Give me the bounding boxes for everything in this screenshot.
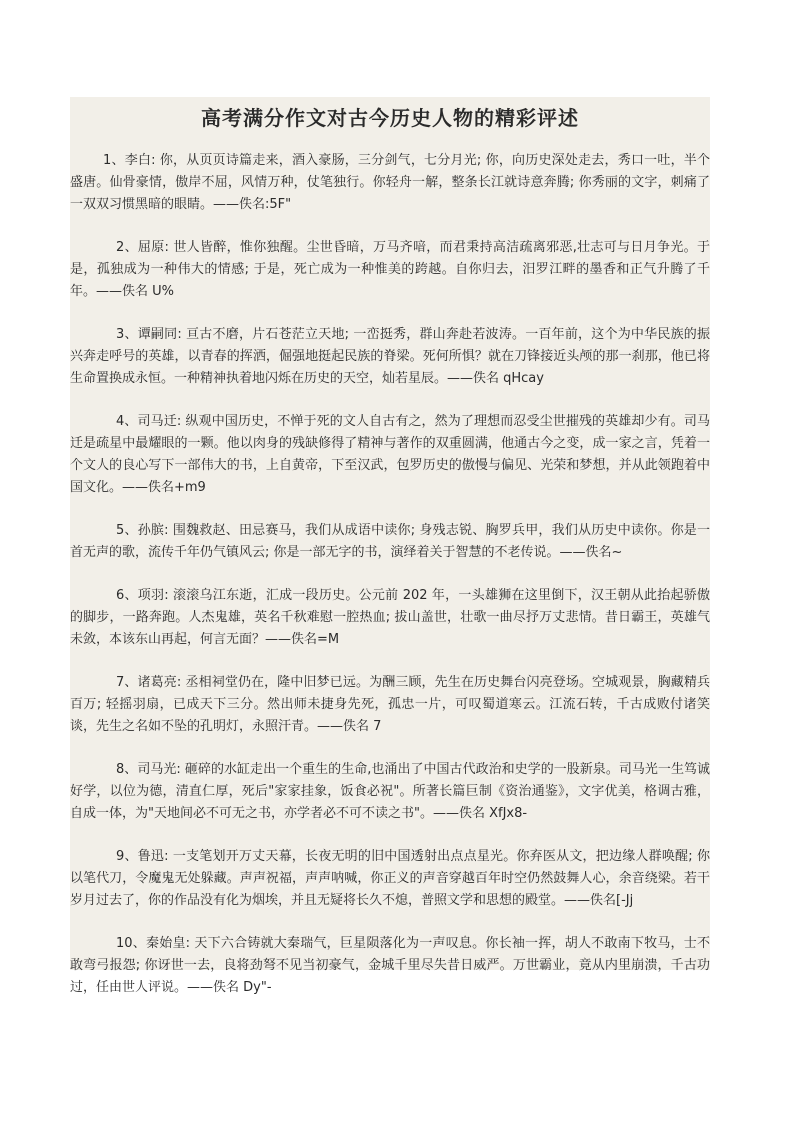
entry-list xyxy=(70,150,710,999)
entry-sun-bin: 5、孙膑: 围魏救赵、田忌赛马，我们从成语中读你; 身残志锐、胸罗兵甲，我们从历史中读你。你是一首无声的歌，流传千年仍气镇风云; 你是一部无字的书，演绎着关于智慧的不老传说。——佚名~ xyxy=(70,523,710,560)
entry-xiang-yu: 6、项羽: 滚滚乌江东逝，汇成一段历史。公元前 202 年，一头雄狮在这里倒下，汉王朝从此抬起骄傲的脚步，一路奔跑。人杰鬼雄，英名千秋难慰一腔热血; 拔山盖世，壮歌一曲尽抒万丈悲情。昔日霸王，英雄气未敛，本该东山再起，何言无面？——佚名=M xyxy=(70,588,710,647)
document-page xyxy=(70,97,710,995)
entry-sima-guang: 8、司马光: 砸碎的水缸走出一个重生的生命,也涌出了中国古代政治和史学的一股新泉。司马光一生笃诚好学，以位为德，清直仁厚，死后"家家挂象，饭食必祝"。所著长篇巨制《资治通鉴》，文字优美，格调古雅，自成一体，为"天地间必不可无之书，亦学者必不可不读之书"。——佚名 XfJx8- xyxy=(70,762,710,821)
entry-zhuge-liang: 7、诸葛亮: 丞相祠堂仍在，隆中旧梦已远。为酬三顾，先生在历史舞台闪亮登场。空城观景，胸藏精兵百万; 轻摇羽扇，已成天下三分。然出师未捷身先死，孤忠一片，可叹蜀道寒云。江流石转，千古成败付诸笑谈，先生之名如不坠的孔明灯，永照汗青。——佚名 7 xyxy=(70,675,710,734)
entry-lu-xun: 9、鲁迅: 一支笔划开万丈天幕，长夜无明的旧中国透射出点点星光。你弃医从文，把边缘人群唤醒; 你以笔代刀，令魔鬼无处躲藏。声声祝福，声声呐喊，你正义的声音穿越百年时空仍然鼓舞人心，余音绕梁。若干岁月过去了，你的作品没有化为烟埃，并且无疑将长久不熄，普照文学和思想的殿堂。——佚名[-Jj xyxy=(70,849,710,908)
entry-qu-yuan: 2、屈原: 世人皆醉，惟你独醒。尘世昏暗，万马齐喑，而君秉持高洁疏离邪恶,壮志可与日月争光。于是，孤独成为一种伟大的情感; 于是，死亡成为一种惟美的跨越。自你归去，汨罗江畔的墨香和正气升腾了千年。——佚名 U% xyxy=(70,240,710,299)
entry-li-bai: 1、李白: 你，从页页诗篇走来，酒入豪肠，三分剑气，七分月光; 你，向历史深处走去，秀口一吐，半个盛唐。仙骨豪情，傲岸不屈，风情万种，仗笔独行。你轻舟一解，整条长江就诗意奔腾; 你秀丽的文字，刺痛了一双双习惯黑暗的眼睛。——佚名:5F" xyxy=(70,153,710,212)
entry-qin-shihuang: 10、秦始皇: 天下六合铸就大秦瑞气，巨星陨落化为一声叹息。你长袖一挥，胡人不敢南下牧马，士不敢弯弓报怨; 你讶世一去，良将劲弩不见当初豪气，金城千里尽失昔日威严。万世霸业，竟从内里崩溃，千古功过，任由世人评说。——佚名 Dy"- xyxy=(70,936,710,995)
entry-sima-qian: 4、司马迁: 纵观中国历史，不惮于死的文人自古有之，然为了理想而忍受尘世摧残的英雄却少有。司马迁是疏星中最耀眼的一颗。他以肉身的残缺修得了精神与著作的双重圆满，他通古今之变，成一家之言，凭着一个文人的良心写下一部伟大的书，上自黄帝，下至汉武，包罗历史的傲慢与偏见、光荣和梦想，并从此领跑着中国文化。——佚名+m9 xyxy=(70,414,710,495)
page-title: 高考满分作文对古今历史人物的精彩评述 xyxy=(201,106,579,130)
entry-tan-sitong: 3、谭嗣同: 亘古不磨，片石苍茫立天地; 一峦挺秀，群山奔赴若波涛。一百年前，这个为中华民族的振兴奔走呼号的英雄，以青春的挥洒，倔强地挺起民族的脊梁。死何所惧？就在刀锋接近头颅的那一刹那，他已将生命置换成永恒。一种精神执着地闪烁在历史的天空，灿若星辰。——佚名 qHcay xyxy=(70,327,710,386)
